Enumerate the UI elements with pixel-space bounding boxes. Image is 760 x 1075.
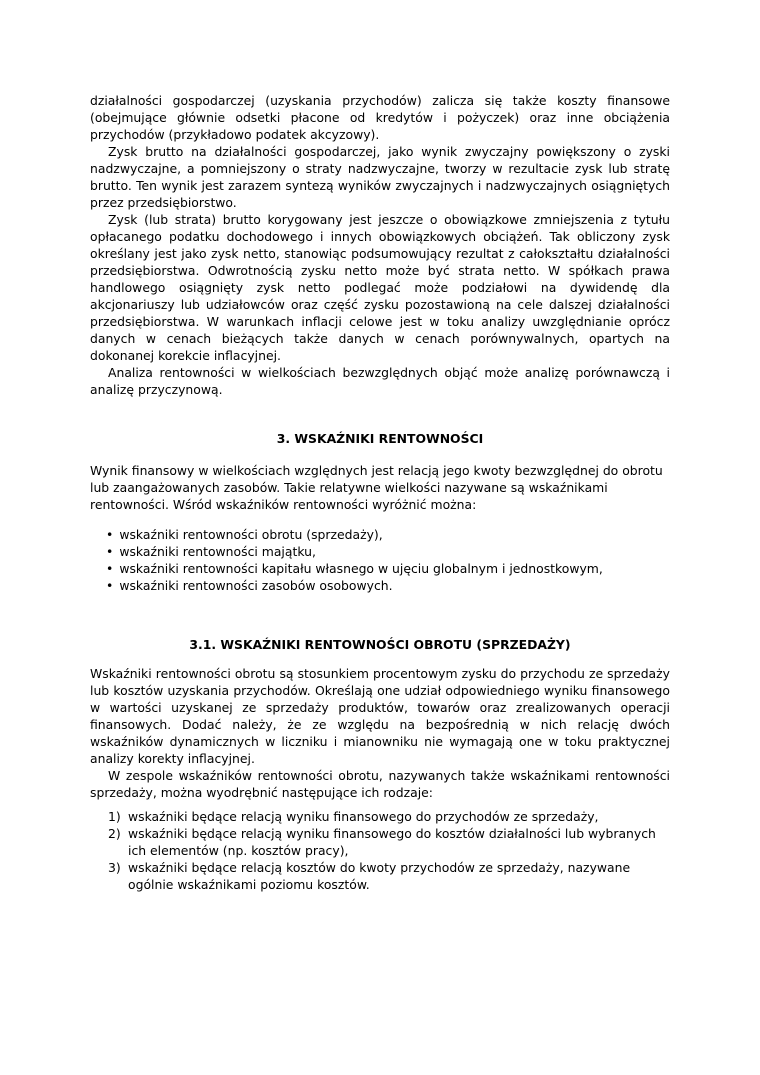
paragraph-analysis: Analiza rentowności w wielkościach bezwzględnych objąć może analizę porównawczą i analizę przyczynową. xyxy=(90,365,670,397)
list-item xyxy=(108,825,670,859)
list-item: • wskaźniki rentowności majątku, xyxy=(106,543,670,560)
page-content xyxy=(90,92,670,893)
list-text: wskaźniki będące relacją wyniku finansowego do kosztów działalności lub wybranych ich elementów (np. kosztów pracy), xyxy=(128,826,656,858)
ratio-types-list xyxy=(90,808,670,893)
list-number: 3) xyxy=(108,860,121,875)
list-text: wskaźniki będące relacją wyniku finansowego do przychodów ze sprzedaży, xyxy=(128,809,599,824)
list-item: • wskaźniki rentowności kapitału własnego w ujęciu globalnym i jednostkowym, xyxy=(106,560,670,577)
section-3-1-paragraph-1: Wskaźniki rentowności obrotu są stosunkiem procentowym zysku do przychodu ze sprzedaży lub kosztów uzyskania przychodów. Określają one udział odpowiedniego wyniku finansowego w wartości uzyskanej ze sprzedaży produktów, towarów oraz zrealizowanych operacji finansowych. Dodać należy, że ze względu na bezpośrednią w nich relację dwóch wskaźników dynamicznych w liczniku i mianowniku nie wymagają one w toku praktycznej analizy korekty inflacyjnej. xyxy=(90,666,670,766)
list-number: 1) xyxy=(108,809,121,824)
list-item xyxy=(108,808,670,825)
profitability-ratio-list xyxy=(90,526,670,594)
list-item: • wskaźniki rentowności zasobów osobowych. xyxy=(106,577,670,594)
list-item: • wskaźniki rentowności obrotu (sprzedaży), xyxy=(106,526,670,543)
paragraph-costs: działalności gospodarczej (uzyskania przychodów) zalicza się także koszty finansowe (obejmujące głównie odsetki płacone od kredytów i pożyczek) oraz inne obciążenia przychodów (przykładowo podatek akcyzowy). xyxy=(90,93,670,142)
list-text: wskaźniki będące relacją kosztów do kwoty przychodów ze sprzedaży, nazywane ogólnie wskaźnikami poziomu kosztów. xyxy=(128,860,631,892)
paragraph-net-profit: Zysk (lub strata) brutto korygowany jest jeszcze o obowiązkowe zmniejszenia z tytułu opłacanego podatku dochodowego i innych obowiązkowych obciążeń. Tak obliczony zysk określany jest jako zysk netto, stanowiąc podsumowujący rezultat z całokształtu działalności przedsiębiorstwa. Odwrotnością zysku netto może być strata netto. W spółkach prawa handlowego osiągnięty zysk netto podlegać może podziałowi na dywidendę dla akcjonariuszy lub udziałowców oraz część zysku pozostawioną na cele dalszej działalności przedsiębiorstwa. W warunkach inflacji celowe jest w toku analizy uwzględnianie oprócz danych w cenach bieżących także danych w cenach porównywalnych, opartych na dokonanej korekcie inflacyjnej. xyxy=(90,212,670,363)
section-3-1-paragraph-2: W zespole wskaźników rentowności obrotu, nazywanych także wskaźnikami rentowności sprzedaży, można wyodrębnić następujące ich rodzaje: xyxy=(90,768,670,800)
section-3-intro: Wynik finansowy w wielkościach względnych jest relacją jego kwoty bezwzględnej do obrotu lub zaangażowanych zasobów. Takie relatywne wielkości nazywane są wskaźnikami rentowności. Wśród wskaźników rentowności wyróżnić można: xyxy=(90,463,663,512)
list-item xyxy=(108,859,670,893)
paragraph-gross-profit: Zysk brutto na działalności gospodarczej, jako wynik zwyczajny powiększony o zyski nadzwyczajne, a pomniejszony o straty nadzwyczajne, tworzy w rezultacie zysk lub stratę brutto. Ten wynik jest zarazem syntezą wyników zwyczajnych i nadzwyczajnych osiągniętych przez przedsiębiorstwo. xyxy=(90,144,670,210)
section-3-1-heading: 3.1. WSKAŹNIKI RENTOWNOŚCI OBROTU (SPRZEDAŻY) xyxy=(189,637,571,652)
list-number: 2) xyxy=(108,826,121,841)
section-3-heading: 3. WSKAŹNIKI RENTOWNOŚCI xyxy=(276,431,484,446)
